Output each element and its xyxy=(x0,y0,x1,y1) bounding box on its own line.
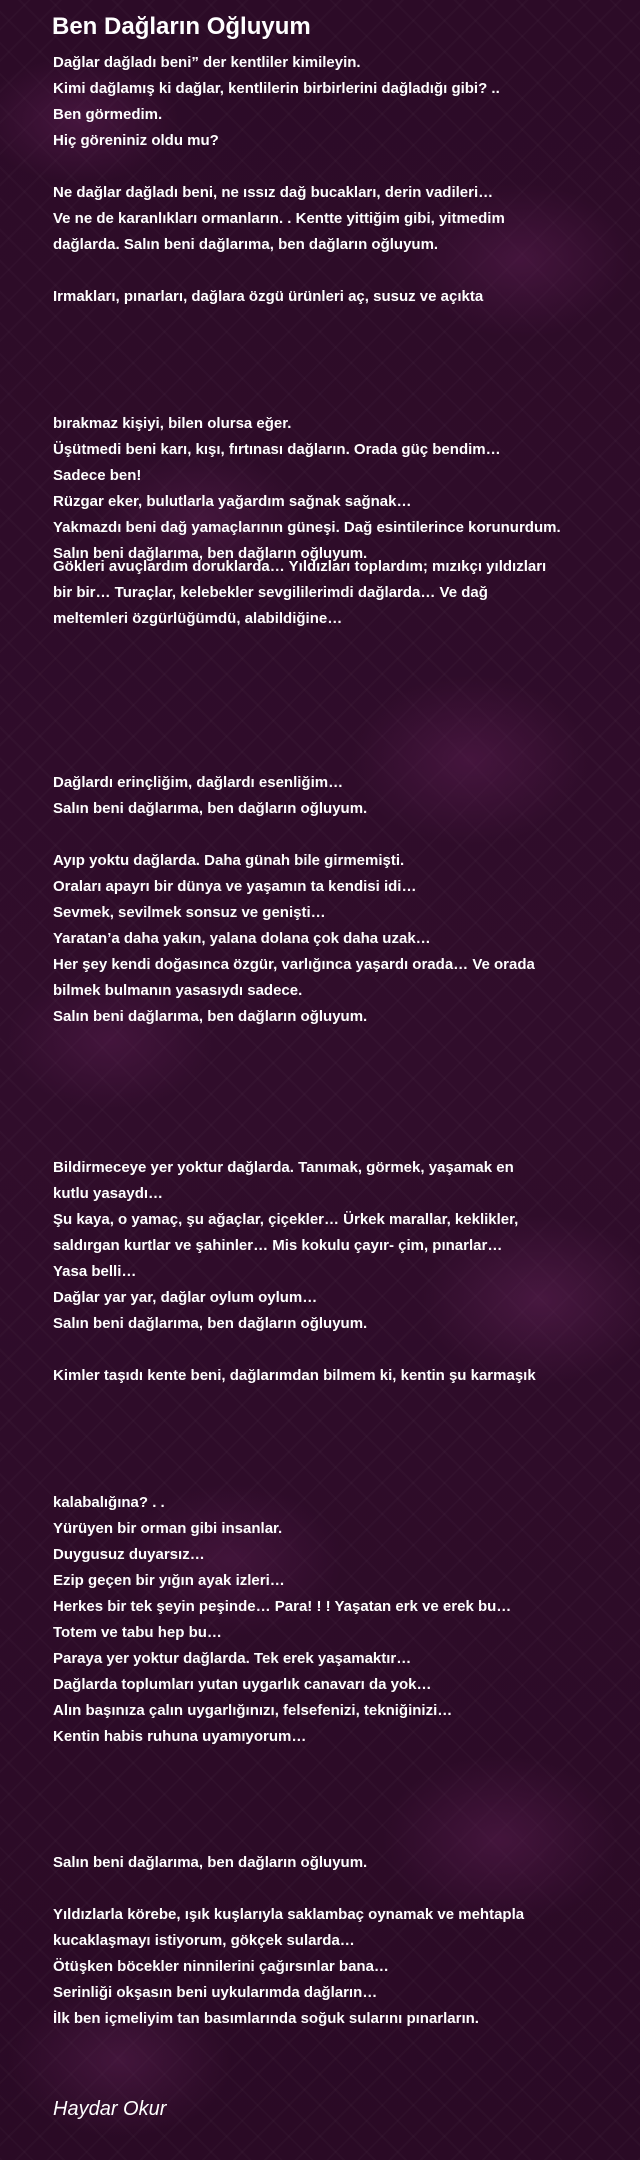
poem-line: Kimler taşıdı kente beni, dağlarımdan bilmem ki, kentin şu karmaşık xyxy=(53,1367,536,1384)
poem-line: Ezip geçen bir yığın ayak izleri… xyxy=(53,1572,285,1589)
poem-line: kalabalığına? . . xyxy=(53,1494,165,1511)
poem-line: saldırgan kurtlar ve şahinler… Mis kokulu çayır- çim, pınarlar… xyxy=(53,1237,503,1254)
stanza xyxy=(53,1155,613,1337)
poem-line: Salın beni dağlarıma, ben dağların oğluyum. xyxy=(53,545,368,562)
poem-line: kucaklaşmayı istiyorum, gökçek sularda… xyxy=(53,1932,355,1949)
stanza xyxy=(53,1902,613,2032)
poem-line: Paraya yer yoktur dağlarda. Tek erek yaşamaktır… xyxy=(53,1650,412,1667)
poem-line: Dağlar yar yar, dağlar oylum oylum… xyxy=(53,1289,318,1306)
poem-line: Hiç göreniniz oldu mu? xyxy=(53,132,219,149)
poem-line: meltemleri özgürlüğümdü, alabildiğine… xyxy=(53,610,343,627)
stanza xyxy=(53,770,613,822)
poem-line: Totem ve tabu hep bu… xyxy=(53,1624,222,1641)
poem-line: Ayıp yoktu dağlarda. Daha günah bile girmemişti. xyxy=(53,852,405,869)
author-name: Haydar Okur xyxy=(53,2098,167,2120)
poem-line: Bildirmeceye yer yoktur dağlarda. Tanımak, görmek, yaşamak en xyxy=(53,1159,514,1176)
poem-line: Herkes bir tek şeyin peşinde… Para! ! ! Yaşatan erk ve erek bu… xyxy=(53,1598,512,1615)
stanza xyxy=(53,848,613,1030)
poem-line: İlk ben içmeliyim tan basımlarında soğuk sularını pınarların. xyxy=(53,2010,479,2027)
poem-line: Ben görmedim. xyxy=(53,106,163,123)
stanza xyxy=(53,1850,613,1876)
stanza xyxy=(53,554,613,632)
poem-line: Kimi dağlamış ki dağlar, kentlilerin birbirlerini dağladığı gibi? .. xyxy=(53,80,500,97)
poem-line: Ne dağlar dağladı beni, ne ıssız dağ bucakları, derin vadileri… xyxy=(53,184,494,201)
poem-line: Yaratan’a daha yakın, yalana dolana çok daha uzak… xyxy=(53,930,431,947)
poem-line: Ve ne de karanlıkları ormanların. . Kentte yittiğim gibi, yitmedim xyxy=(53,210,505,227)
stanza xyxy=(53,284,613,310)
poem-line: Salın beni dağlarıma, ben dağların oğluyum. xyxy=(53,800,368,817)
poem-line: Sadece ben! xyxy=(53,467,142,484)
poem-line: bir bir… Turaçlar, kelebekler sevgililerimdi dağlarda… Ve dağ xyxy=(53,584,488,601)
poem-line: Kentin habis ruhuna uyamıyorum… xyxy=(53,1728,307,1745)
poem-line: Dağlar dağladı beni” der kentliler kimileyin. xyxy=(53,54,361,71)
poem-line: Yıldızlarla körebe, ışık kuşlarıyla saklambaç oynamak ve mehtapla xyxy=(53,1906,525,1923)
poem-line: Dağlarda toplumları yutan uygarlık canavarı da yok… xyxy=(53,1676,432,1693)
poem-line: dağlarda. Salın beni dağlarıma, ben dağların oğluyum. xyxy=(53,236,439,253)
poem-line: bilmek bulmanın yasasıydı sadece. xyxy=(53,982,303,999)
stanza xyxy=(53,1490,613,1750)
poem-line: Gökleri avuçlardım doruklarda… Yıldızları toplardım; mızıkçı yıldızları xyxy=(53,558,547,575)
poem-line: Yakmazdı beni dağ yamaçlarının güneşi. Dağ esintilerince korunurdum. xyxy=(53,519,561,536)
stanza xyxy=(53,1363,613,1389)
stanza xyxy=(53,180,613,258)
poem-line: Her şey kendi doğasınca özgür, varlığınca yaşardı orada… Ve orada xyxy=(53,956,535,973)
poem-line: Duygusuz duyarsız… xyxy=(53,1546,205,1563)
poem-line: Üşütmedi beni karı, kışı, fırtınası dağların. Orada güç bendim… xyxy=(53,441,501,458)
stanza xyxy=(53,50,613,154)
poem-line: Sevmek, sevilmek sonsuz ve genişti… xyxy=(53,904,326,921)
poem-line: Salın beni dağlarıma, ben dağların oğluyum. xyxy=(53,1854,368,1871)
poem-line: Şu kaya, o yamaç, şu ağaçlar, çiçekler… Ürkek marallar, keklikler, xyxy=(53,1211,519,1228)
stanza xyxy=(53,411,613,567)
poem-line: Salın beni dağlarıma, ben dağların oğluyum. xyxy=(53,1008,368,1025)
poem-line: Ötüşken böcekler ninnilerini çağırsınlar bana… xyxy=(53,1958,389,1975)
poem-line: Alın başınıza çalın uygarlığınızı, felsefenizi, tekniğinizi… xyxy=(53,1702,453,1719)
poem-line: Serinliği okşasın beni uykularımda dağların… xyxy=(53,1984,378,2001)
poem-line: kutlu yasaydı… xyxy=(53,1185,164,1202)
poem-line: bırakmaz kişiyi, bilen olursa eğer. xyxy=(53,415,292,432)
poem-line: Yasa belli… xyxy=(53,1263,137,1280)
poem-title: Ben Dağların Oğluyum xyxy=(52,13,311,40)
poem-line: Yürüyen bir orman gibi insanlar. xyxy=(53,1520,283,1537)
poem-line: Dağlardı erinçliğim, dağlardı esenliğim… xyxy=(53,774,344,791)
poem-line: Salın beni dağlarıma, ben dağların oğluyum. xyxy=(53,1315,368,1332)
poem-line: Oraları apayrı bir dünya ve yaşamın ta kendisi idi… xyxy=(53,878,417,895)
poem-line: Irmakları, pınarları, dağlara özgü ürünleri aç, susuz ve açıkta xyxy=(53,288,484,305)
poem-line: Rüzgar eker, bulutlarla yağardım sağnak sağnak… xyxy=(53,493,412,510)
